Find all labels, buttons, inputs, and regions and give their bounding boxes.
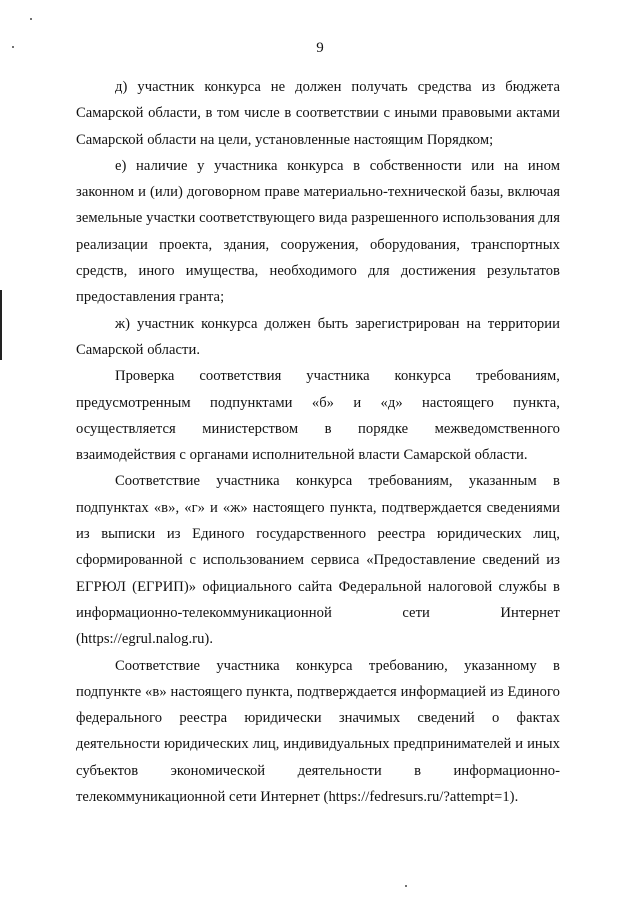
paragraph: Проверка соответствия участника конкурса требованиям, предусмотренным подпунктами «б» и «д» настоящего пункта, осуществляется министерством в порядке межведомственного взаимодействия с органами исполнительной власти Самарской области. <box>76 368 560 464</box>
page-number: 9 <box>316 40 324 56</box>
paragraph: Соответствие участника конкурса требованиям, указанным в подпунктах «в», «г» и «ж» настоящего пункта, подтверждается сведениями из выписки из Единого государственного реестра юридических лиц, сформированной с использованием сервиса «Предоставление сведений из ЕГРЮЛ (ЕГРИП)» официального сайта Федеральной налоговой службы в информационно-телекоммуникационной сети Интернет (https://egrul.nalog.ru). <box>76 473 560 648</box>
paragraph: Соответствие участника конкурса требованию, указанному в подпункте «в» настоящего пункта, подтверждается информацией из Единого федерального реестра юридически значимых сведений о фактах деятельности юридических лиц, индивидуальных предпринимателей и иных субъектов экономической деятельности в информационно-телекоммуникационной сети Интернет (https://fedresurs.ru/?attempt=1). <box>76 657 560 806</box>
scan-artifact-dot <box>405 885 407 887</box>
document-body <box>76 74 560 810</box>
paragraph: д) участник конкурса не должен получать средства из бюджета Самарской области, в том числе в соответствии с иными правовыми актами Самарской области на цели, установленные настоящим Порядком; <box>76 79 560 148</box>
paragraph: е) наличие у участника конкурса в собственности или на ином законном и (или) договорном праве материально-технической базы, включая земельные участки соответствующего вида разрешенного использования для реализации проекта, здания, сооружения, оборудования, транспортных средств, иного имущества, необходимого для достижения результатов предоставления гранта; <box>76 157 560 306</box>
scan-artifact-dot <box>30 18 32 20</box>
paragraph: ж) участник конкурса должен быть зарегистрирован на территории Самарской области. <box>76 315 560 358</box>
scan-margin-line <box>0 290 2 360</box>
